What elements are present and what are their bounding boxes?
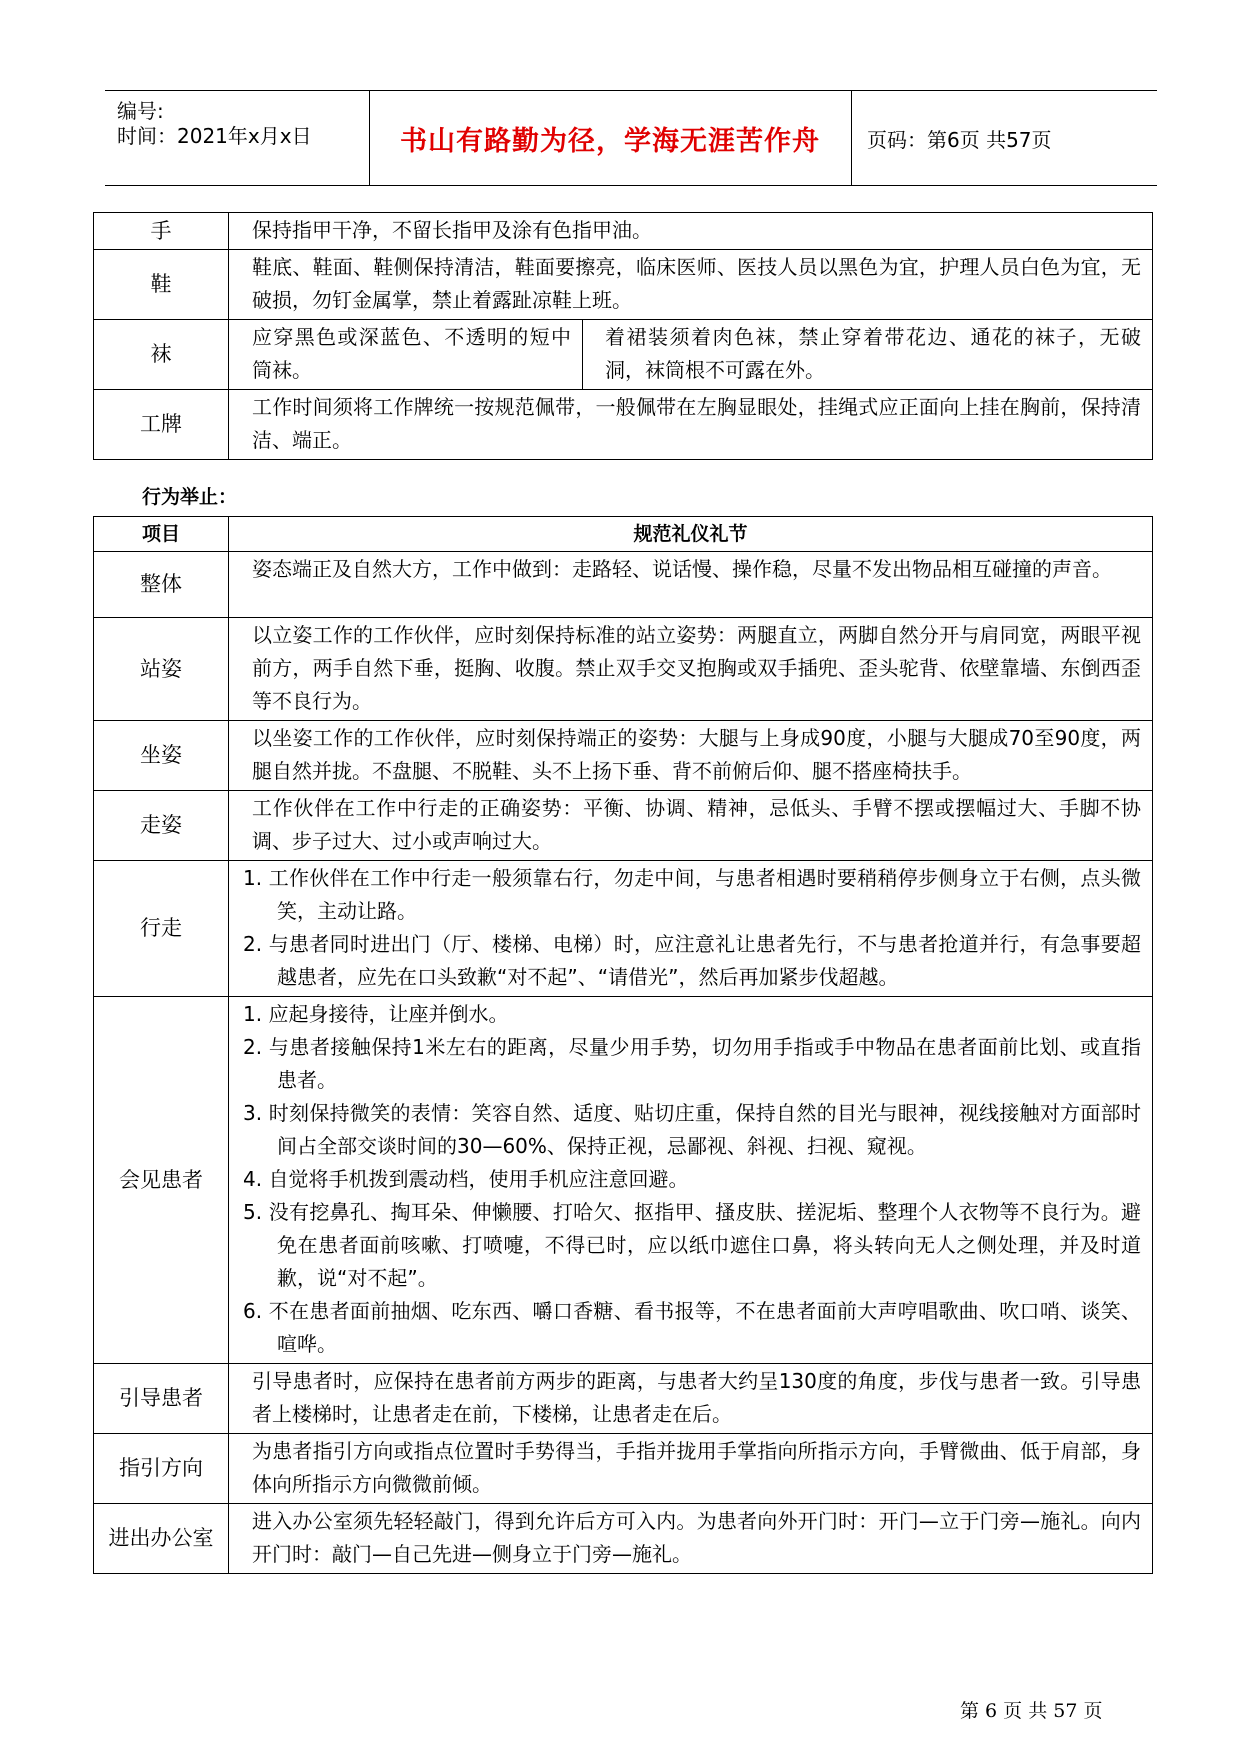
row-label-standing: 站姿 xyxy=(94,618,229,721)
page-header xyxy=(105,90,1157,186)
table-header-row xyxy=(94,517,1153,552)
header-number: 编号: xyxy=(117,99,164,123)
list-item: 1. 应起身接待，让座并倒水。 xyxy=(243,1002,509,1026)
header-time: 时间：2021年x月x日 xyxy=(117,124,312,148)
table-row xyxy=(94,1364,1153,1434)
table-row xyxy=(94,213,1153,250)
header-motto-cell xyxy=(369,91,852,185)
list-item: 5. 没有挖鼻孔、掏耳朵、伸懒腰、打哈欠、抠指甲、搔皮肤、搓泥垢、整理个人衣物等不良行为。避免在患者面前咳嗽、打喷嚏，不得已时，应以纸巾遮住口鼻，将头转向无人之侧处理，并及时道歉，说“对不起”。 xyxy=(243,1200,1141,1290)
table-row xyxy=(94,618,1153,721)
list-item: 1. 工作伙伴在工作中行走一般须靠右行，勿走中间，与患者相遇时要稍稍停步侧身立于右侧，点头微笑，主动让路。 xyxy=(243,866,1141,923)
row-text-office: 进入办公室须先轻轻敲门，得到允许后方可入内。为患者向外开门时：开门—立于门旁—施礼。向内开门时：敲门—自己先进—侧身立于门旁—施礼。 xyxy=(229,1504,1153,1574)
row-label-meeting: 会见患者 xyxy=(94,997,229,1364)
row-label-sitting: 坐姿 xyxy=(94,721,229,791)
row-label-badge: 工牌 xyxy=(94,390,229,460)
row-label-socks: 袜 xyxy=(94,320,229,390)
row-label-gait: 走姿 xyxy=(94,791,229,861)
row-label-office: 进出办公室 xyxy=(94,1504,229,1574)
row-text-walking xyxy=(229,861,1153,997)
section-title: 行为举止： xyxy=(142,486,238,508)
row-text-guiding: 引导患者时，应保持在患者前方两步的距离，与患者大约呈130度的角度，步伐与患者一致。引导患者上楼梯时，让患者走在前，下楼梯，让患者走在后。 xyxy=(229,1364,1153,1434)
table-row xyxy=(94,320,1153,390)
row-text-sitting: 以坐姿工作的工作伙伴，应时刻保持端正的姿势：大腿与上身成90度，小腿与大腿成70至90度，两腿自然并拢。不盘腿、不脱鞋、头不上扬下垂、背不前俯后仰、腿不搭座椅扶手。 xyxy=(229,721,1153,791)
table-row xyxy=(94,552,1153,618)
row-text-socks-left: 应穿黑色或深蓝色、不透明的短中筒袜。 xyxy=(229,320,583,390)
row-text-overall: 姿态端正及自然大方，工作中做到：走路轻、说话慢、操作稳，尽量不发出物品相互碰撞的声音。 xyxy=(229,552,1153,618)
column-header-rule: 规范礼仪礼节 xyxy=(229,517,1153,552)
list-item: 6. 不在患者面前抽烟、吃东西、嚼口香糖、看书报等，不在患者面前大声哼唱歌曲、吹口哨、谈笑、喧哗。 xyxy=(243,1299,1141,1356)
list-item: 4. 自觉将手机拨到震动档，使用手机应注意回避。 xyxy=(243,1167,689,1191)
column-header-item: 项目 xyxy=(94,517,229,552)
table-row xyxy=(94,1434,1153,1504)
table-row xyxy=(94,791,1153,861)
row-text-socks-right: 着裙装须着肉色袜，禁止穿着带花边、通花的袜子，无破洞，袜筒根不可露在外。 xyxy=(583,320,1153,390)
row-label-walking: 行走 xyxy=(94,861,229,997)
header-page-number: 页码：第6页 共57页 xyxy=(867,128,1052,152)
row-text-gait: 工作伙伴在工作中行走的正确姿势：平衡、协调、精神，忌低头、手臂不摆或摆幅过大、手脚不协调、步子过大、过小或声响过大。 xyxy=(229,791,1153,861)
meeting-rule-list xyxy=(229,998,1141,1361)
table-row xyxy=(94,861,1153,997)
list-item: 2. 与患者同时进出门（厅、楼梯、电梯）时，应注意礼让患者先行，不与患者抢道并行，有急事要超越患者，应先在口头致歉“对不起”、“请借光”，然后再加紧步伐超越。 xyxy=(243,932,1141,989)
header-info-cell xyxy=(105,91,370,185)
row-text-standing: 以立姿工作的工作伙伴，应时刻保持标准的站立姿势：两腿直立，两脚自然分开与肩同宽，两眼平视前方，两手自然下垂，挺胸、收腹。禁止双手交叉抱胸或双手插兜、歪头驼背、依壁靠墙、东倒西歪等不良行为。 xyxy=(229,618,1153,721)
list-item: 3. 时刻保持微笑的表情：笑容自然、适度、贴切庄重，保持自然的目光与眼神，视线接触对方面部时间占全部交谈时间的30—60%、保持正视，忌鄙视、斜视、扫视、窥视。 xyxy=(243,1101,1141,1158)
row-label-guiding: 引导患者 xyxy=(94,1364,229,1434)
appearance-table xyxy=(93,212,1153,460)
table-row xyxy=(94,721,1153,791)
row-label-hand: 手 xyxy=(94,213,229,250)
list-item: 2. 与患者接触保持1米左右的距离，尽量少用手势，切勿用手指或手中物品在患者面前比划、或直指患者。 xyxy=(243,1035,1141,1092)
table-row xyxy=(94,250,1153,320)
row-label-overall: 整体 xyxy=(94,552,229,618)
table-row xyxy=(94,390,1153,460)
table-row xyxy=(94,1504,1153,1574)
row-label-shoes: 鞋 xyxy=(94,250,229,320)
behavior-table xyxy=(93,516,1153,1574)
header-motto: 书山有路勤为径，学海无涯苦作舟 xyxy=(400,126,820,157)
row-text-badge: 工作时间须将工作牌统一按规范佩带，一般佩带在左胸显眼处，挂绳式应正面向上挂在胸前，保持清洁、端正。 xyxy=(229,390,1153,460)
header-page-cell xyxy=(851,91,1157,185)
row-text-shoes: 鞋底、鞋面、鞋侧保持清洁，鞋面要擦亮，临床医师、医技人员以黑色为宜，护理人员白色为宜，无破损，勿钉金属掌，禁止着露趾凉鞋上班。 xyxy=(229,250,1153,320)
row-label-pointing: 指引方向 xyxy=(94,1434,229,1504)
row-text-meeting xyxy=(229,997,1153,1364)
walking-rule-list xyxy=(229,862,1141,994)
table-row xyxy=(94,997,1153,1364)
page-footer: 第 6 页 共 57 页 xyxy=(960,1700,1103,1722)
row-text-hand: 保持指甲干净，不留长指甲及涂有色指甲油。 xyxy=(229,213,1153,250)
row-text-pointing: 为患者指引方向或指点位置时手势得当，手指并拢用手掌指向所指示方向，手臂微曲、低于肩部，身体向所指示方向微微前倾。 xyxy=(229,1434,1153,1504)
